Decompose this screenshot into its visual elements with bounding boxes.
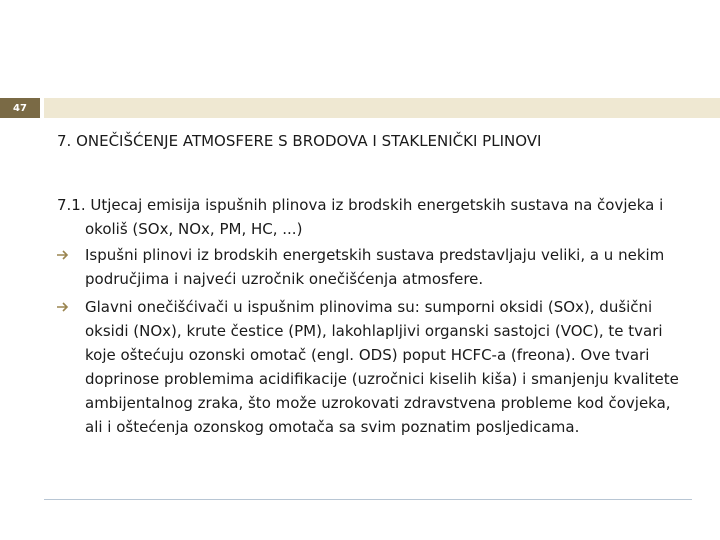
bullet-item [57,295,682,439]
bullet-text: Glavni onečišćivači u ispušnim plinovima su: sumporni oksidi (SOx), dušični oksidi (NOx), krute čestice (PM), lakohlapljivi organski sastojci (VOC), te tvari koje oštećuju ozonski omotač (engl. ODS) poput HCFC-a (freona). Ove tvari doprinose problemima acidifikacije (uzročnici kiselih kiša) i smanjenju kvalitete ambijentalnog zraka, što može uzrokovati zdravstvena probleme kod čovjeka, ali i oštećenja ozonskog omotača sa svim poznatim posljedicama. [85,298,679,436]
slide-content [57,193,682,443]
arrow-right-icon [57,295,71,319]
slide-title: 7. ONEČIŠĆENJE ATMOSFERE S BRODOVA I STAKLENIČKI PLINOVI [57,132,542,150]
subheading: 7.1. Utjecaj emisija ispušnih plinova iz brodskih energetskih sustava na čovjeka i okoliš (SOx, NOx, PM, HC, ...) [57,196,664,238]
arrow-right-icon [57,243,71,267]
page-number-badge: 47 [0,98,40,118]
bullet-text: Ispušni plinovi iz brodskih energetskih sustava predstavljaju veliki, a u nekim područjima i najveći uzročnik onečišćenja atmosfere. [85,246,665,288]
bullet-item [57,243,682,291]
header-bar [44,98,720,118]
footer-divider [44,499,692,500]
